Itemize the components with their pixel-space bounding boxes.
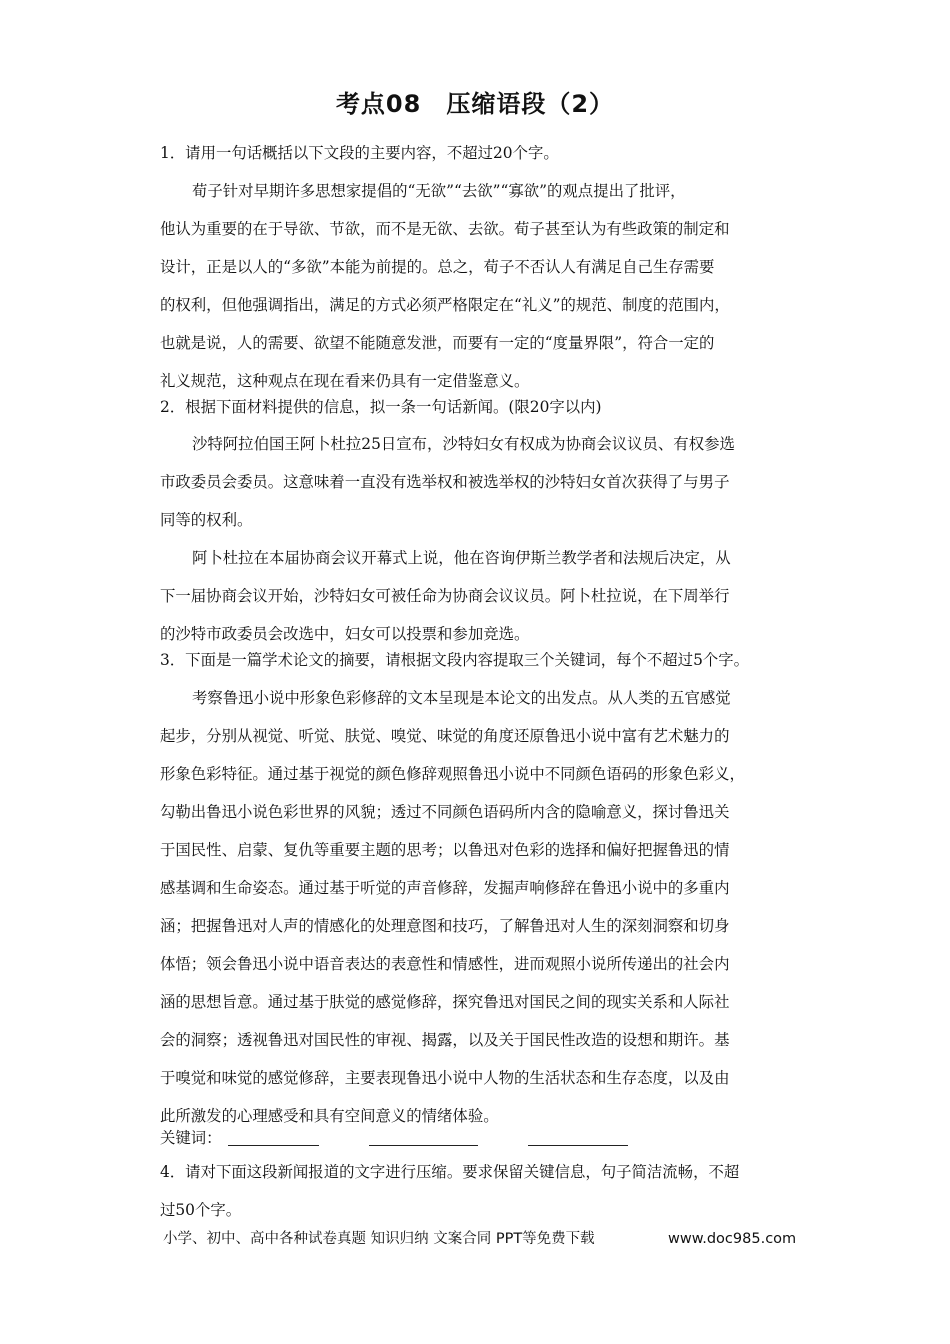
question-3-passage-line: 此所激发的心理感受和具有空间意义的情绪体验。 (160, 1107, 499, 1125)
question-2-passage-line: 下一届协商会议开始，沙特妇女可被任命为协商会议议员。阿卜杜拉说，在下周举行 (160, 587, 730, 605)
question-3-passage-line: 起步，分别从视觉、听觉、肤觉、嗅觉、味觉的角度还原鲁迅小说中富有艺术魅力的 (160, 727, 730, 745)
question-2-passage-line: 阿卜杜拉在本届协商会议开幕式上说，他在咨询伊斯兰教学者和法规后决定，从 (192, 549, 731, 567)
question-3-passage-line: 涵；把握鲁迅对人声的情感化的处理意图和技巧，了解鲁迅对人生的深刻洞察和切身 (160, 917, 730, 935)
question-3-passage-line: 于嗅觉和味觉的感觉修辞，主要表现鲁迅小说中人物的生活状态和生存态度，以及由 (160, 1069, 730, 1087)
question-1-prompt: 1．请用一句话概括以下文段的主要内容，不超过20个字。 (160, 144, 559, 162)
question-1-passage-line: 礼义规范，这种观点在现在看来仍具有一定借鉴意义。 (160, 372, 530, 390)
question-3-prompt: 3．下面是一篇学术论文的摘要，请根据文段内容提取三个关键词，每个不超过5个字。 (160, 651, 750, 669)
keyword-blank-2[interactable] (369, 1145, 478, 1146)
footer-promo-text: 小学、初中、高中各种试卷真题 知识归纳 文案合同 PPT等免费下载 (163, 1231, 595, 1247)
footer-website-link[interactable]: www.doc985.com (668, 1231, 797, 1247)
question-3-passage-line: 涵的思想旨意。通过基于肤觉的感觉修辞，探究鲁迅对国民之间的现实关系和人际社 (160, 993, 730, 1011)
question-4-prompt-continued: 过50个字。 (160, 1201, 242, 1219)
question-1-passage-line: 设计，正是以人的“多欲”本能为前提的。总之，荀子不否认人有满足自己生存需要 (160, 258, 715, 276)
question-2-passage-line: 市政委员会委员。这意味着一直没有选举权和被选举权的沙特妇女首次获得了与男子 (160, 473, 730, 491)
keyword-blank-3[interactable] (528, 1145, 628, 1146)
page-footer (163, 1229, 803, 1249)
question-2-passage-line: 沙特阿拉伯国王阿卜杜拉25日宣布，沙特妇女有权成为协商会议议员、有权参选 (192, 435, 735, 453)
page-title: 考点08 压缩语段（2） (335, 90, 615, 118)
question-2-prompt: 2．根据下面材料提供的信息，拟一条一句话新闻。(限20字以内) (160, 398, 602, 416)
question-3-passage-line: 勾勒出鲁迅小说色彩世界的风貌；透过不同颜色语码所内含的隐喻意义，探讨鲁迅关 (160, 803, 730, 821)
question-2-passage-line: 的沙特市政委员会改选中，妇女可以投票和参加竞选。 (160, 625, 530, 643)
question-3-passage-line: 会的洞察；透视鲁迅对国民性的审视、揭露，以及关于国民性改造的设想和期许。基 (160, 1031, 730, 1049)
keywords-label: 关键词： (160, 1129, 222, 1147)
question-3-passage-line: 考察鲁迅小说中形象色彩修辞的文本呈现是本论文的出发点。从人类的五官感觉 (192, 689, 731, 707)
question-3-passage-line: 感基调和生命姿态。通过基于听觉的声音修辞，发掘声响修辞在鲁迅小说中的多重内 (160, 879, 730, 897)
question-3-passage-line: 体悟；领会鲁迅小说中语音表达的表意性和情感性，进而观照小说所传递出的社会内 (160, 955, 730, 973)
question-2-passage-line: 同等的权利。 (160, 511, 253, 529)
question-1-passage-line: 也就是说，人的需要、欲望不能随意发泄，而要有一定的“度量界限”，符合一定的 (160, 334, 715, 352)
question-1-passage-line: 的权利，但他强调指出，满足的方式必须严格限定在“礼义”的规范、制度的范围内， (160, 296, 730, 314)
keyword-blank-1[interactable] (228, 1145, 319, 1146)
question-1-passage-line: 他认为重要的在于导欲、节欲，而不是无欲、去欲。荀子甚至认为有些政策的制定和 (160, 220, 730, 238)
question-3-passage-line: 于国民性、启蒙、复仇等重要主题的思考；以鲁迅对色彩的选择和偏好把握鲁迅的情 (160, 841, 730, 859)
question-4-prompt: 4．请对下面这段新闻报道的文字进行压缩。要求保留关键信息，句子简洁流畅，不超 (160, 1163, 740, 1181)
question-1-passage-line: 荀子针对早期许多思想家提倡的“无欲”“去欲”“寡欲”的观点提出了批评， (192, 182, 686, 200)
question-3-passage-line: 形象色彩特征。通过基于视觉的颜色修辞观照鲁迅小说中不同颜色语码的形象色彩义， (160, 765, 745, 783)
